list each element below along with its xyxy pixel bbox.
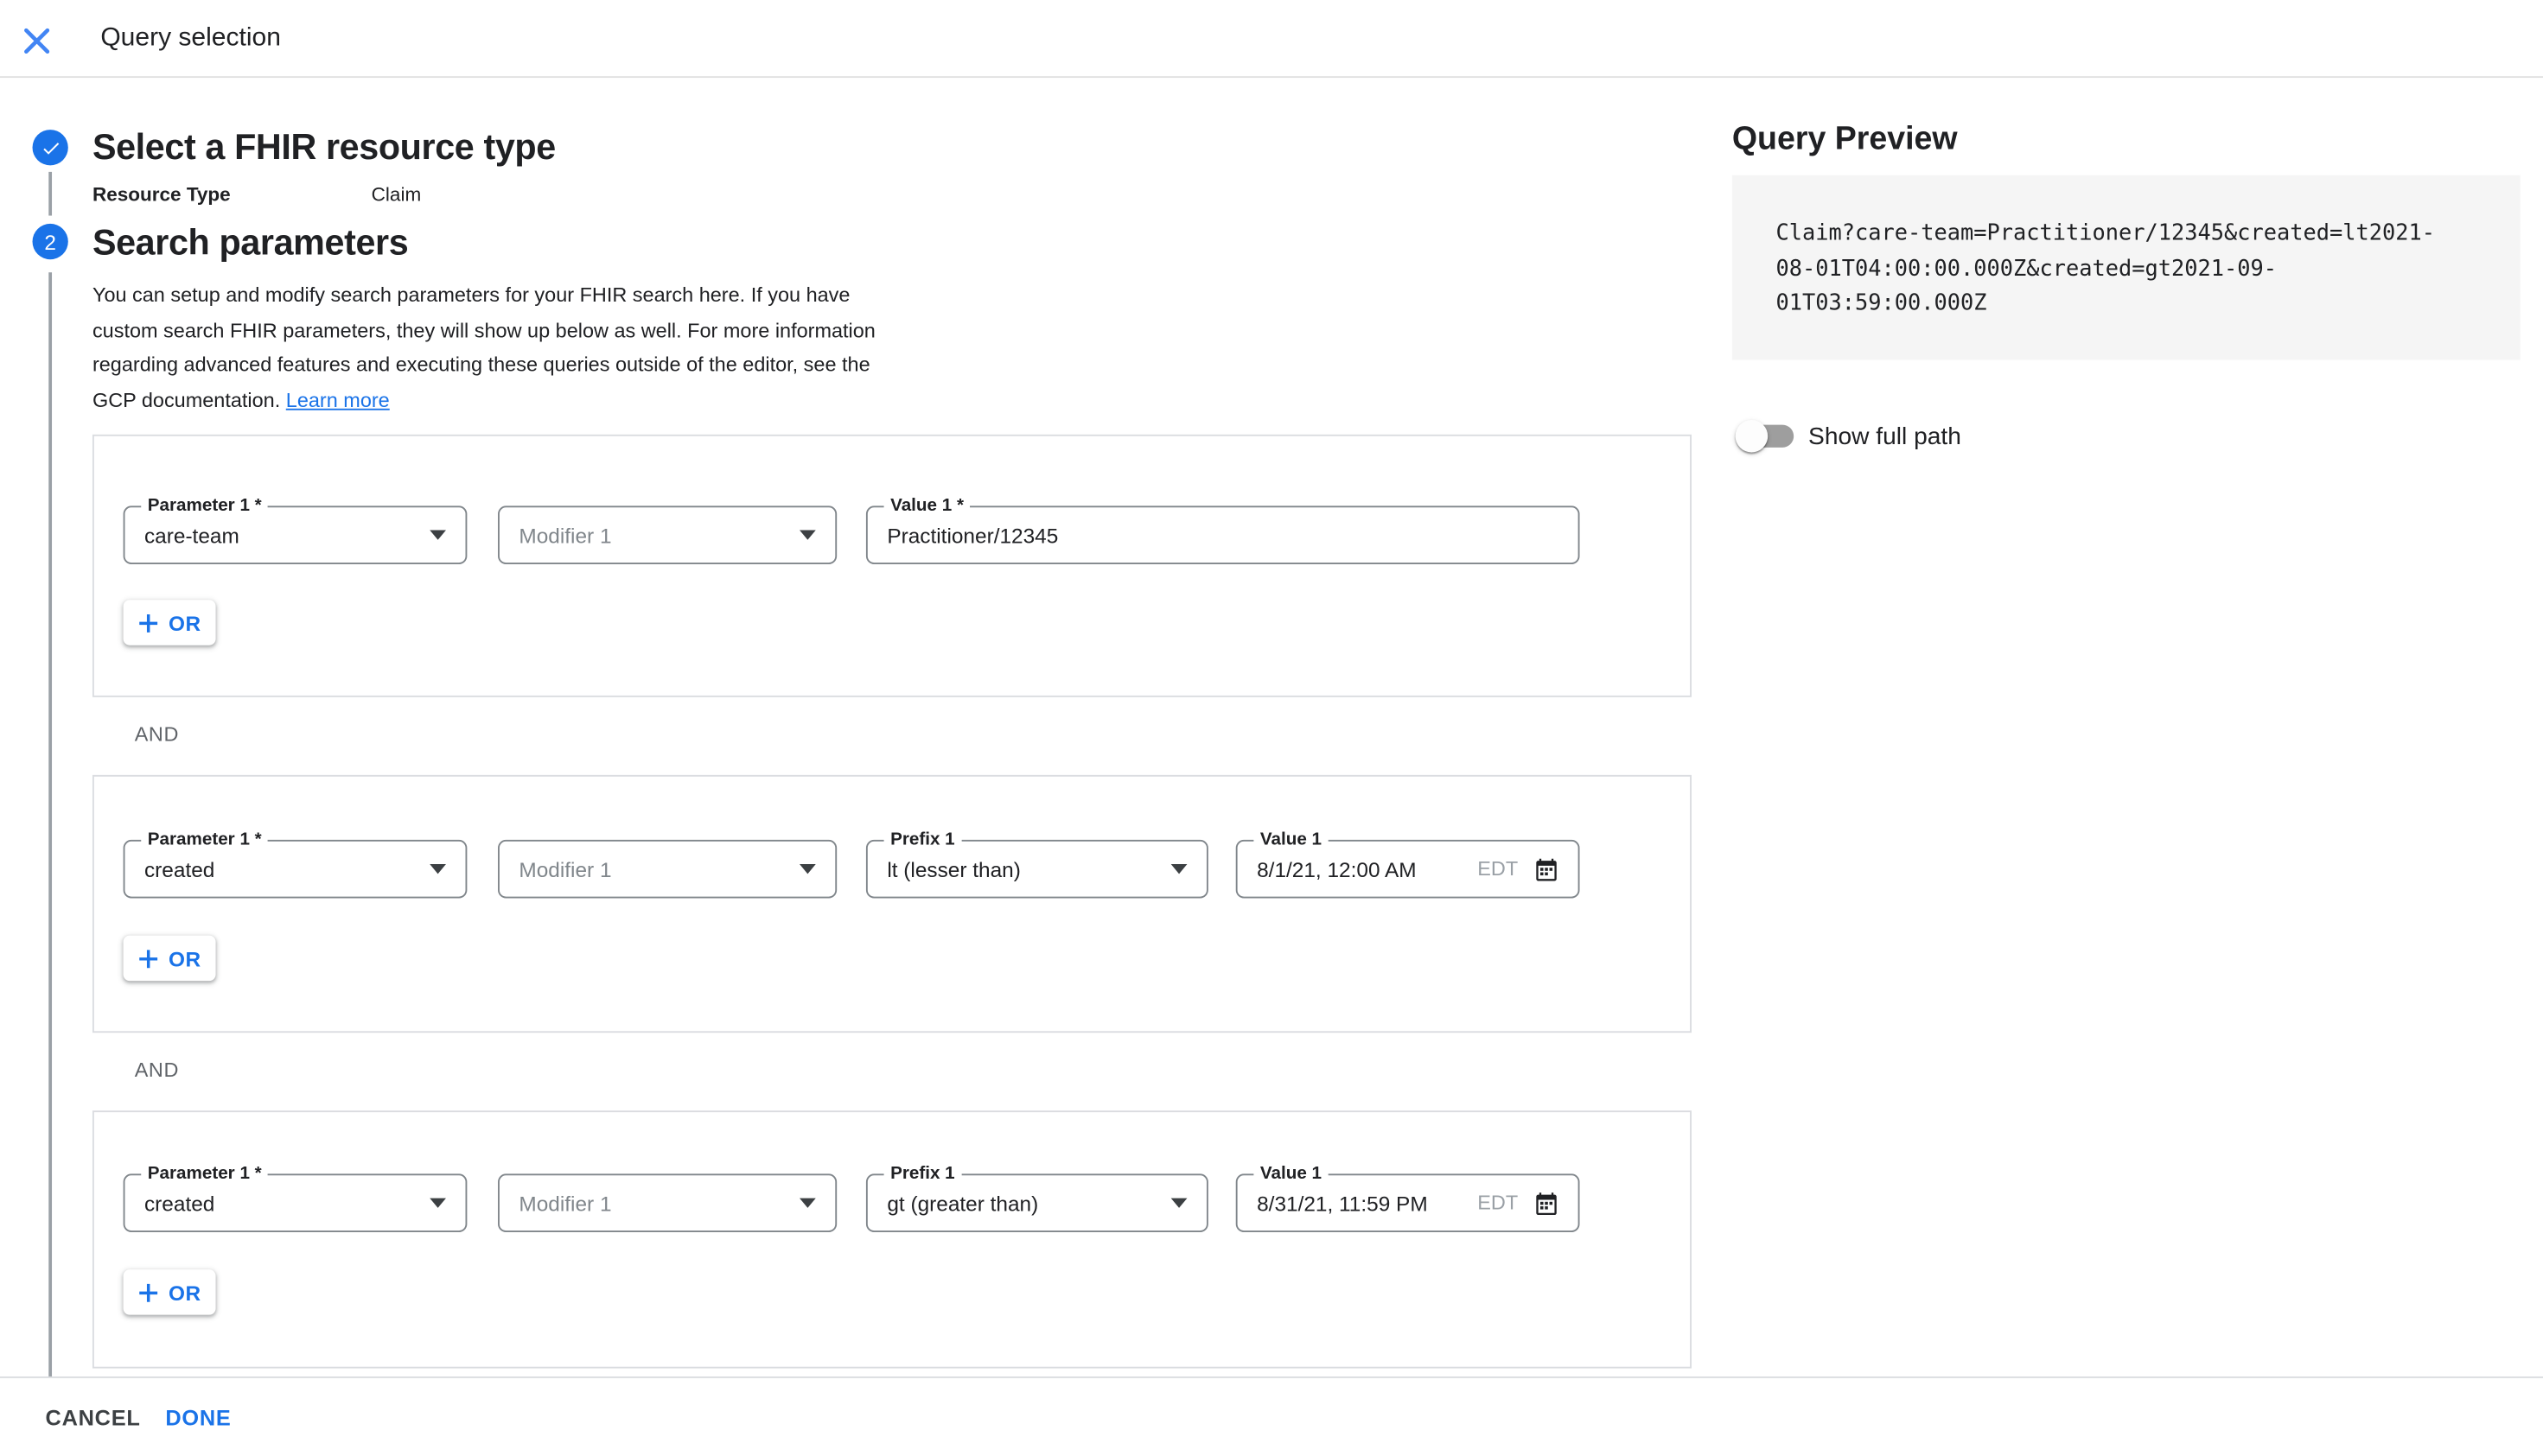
step2-badge[interactable] [33, 224, 68, 259]
step1-title[interactable]: Select a FHIR resource type [92, 126, 556, 168]
value-input-label: Value 1 * [884, 496, 971, 517]
dropdown-arrow-icon [800, 531, 816, 540]
stepper-connector [48, 172, 51, 216]
prefix-select-value: lt (lesser than) [887, 856, 1021, 881]
and-label: AND [134, 1059, 179, 1082]
calendar-button[interactable] [1534, 1191, 1558, 1215]
stepper-connector-long [48, 272, 51, 1377]
modifier-select[interactable] [498, 505, 837, 564]
parameter-select-label: Parameter 1 * [141, 496, 268, 517]
query-preview-line: 01T03:59:00.000Z [1775, 289, 1987, 316]
parameter-select-value: care-team [143, 523, 239, 548]
close-icon [21, 25, 56, 56]
parameter-select-label: Parameter 1 * [141, 1164, 268, 1185]
resource-type-label: Resource Type [92, 183, 231, 207]
prefix-select[interactable] [866, 1164, 1208, 1232]
date-value-text: 8/31/21, 11:59 PM [1257, 1191, 1428, 1216]
close-button[interactable] [21, 22, 56, 58]
description-line: regarding advanced features and executing these queries outside of the editor, see the [92, 353, 870, 377]
timezone-label: EDT [1477, 857, 1519, 881]
add-or-button[interactable]: OR [124, 1269, 216, 1315]
parameter-select[interactable] [124, 1164, 468, 1232]
step2-number: 2 [44, 229, 56, 254]
prefix-select-label: Prefix 1 [884, 1164, 962, 1185]
show-full-path-label: Show full path [1808, 423, 1961, 451]
query-preview-line: 08-01T04:00:00.000Z&created=gt2021-09- [1775, 255, 2278, 282]
dialog-header [0, 0, 2543, 78]
prefix-select-value: gt (greater than) [887, 1191, 1039, 1216]
date-value-label: Value 1 [1253, 830, 1328, 851]
plus-icon [137, 612, 158, 633]
learn-more-link[interactable]: Learn more [285, 388, 390, 411]
dropdown-arrow-icon [430, 1198, 446, 1208]
query-preview-line: Claim?care-team=Practitioner/12345&created=lt2021- [1775, 220, 2436, 247]
plus-icon [137, 1281, 158, 1302]
parameter-select-value: created [143, 856, 215, 881]
dropdown-arrow-icon [800, 864, 816, 874]
date-value-input[interactable] [1236, 830, 1580, 899]
prefix-select-label: Prefix 1 [884, 830, 962, 851]
value-input[interactable] [866, 496, 1580, 564]
modifier-select-placeholder: Modifier 1 [519, 1191, 612, 1216]
date-value-text: 8/1/21, 12:00 AM [1257, 856, 1417, 881]
modifier-select-placeholder: Modifier 1 [519, 523, 612, 548]
footer-divider [0, 1377, 2543, 1378]
dropdown-arrow-icon [430, 864, 446, 874]
calendar-icon [1534, 857, 1558, 881]
dropdown-arrow-icon [1171, 1198, 1188, 1208]
description-line: GCP documentation. Learn more [92, 388, 390, 411]
step1-badge[interactable] [33, 130, 68, 165]
modifier-select-placeholder: Modifier 1 [519, 856, 612, 881]
search-parameter-group-1 [92, 435, 1692, 697]
dropdown-arrow-icon [1171, 864, 1188, 874]
dropdown-arrow-icon [430, 531, 446, 540]
description-line: You can setup and modify search parameters for your FHIR search here. If you have [92, 283, 851, 307]
dialog-title: Query selection [100, 24, 281, 53]
calendar-button[interactable] [1534, 857, 1558, 881]
done-button[interactable]: DONE [165, 1404, 231, 1434]
step2-description [92, 279, 876, 418]
parameter-select-label: Parameter 1 * [141, 830, 268, 851]
and-label: AND [134, 722, 179, 747]
dropdown-arrow-icon [800, 1198, 816, 1208]
cancel-button[interactable]: CANCEL [46, 1404, 141, 1434]
add-or-button[interactable]: OR [124, 936, 216, 982]
resource-type-value: Claim [371, 183, 422, 207]
value-input-value: Practitioner/12345 [887, 523, 1059, 548]
parameter-select-value: created [143, 1191, 215, 1216]
plus-icon [137, 948, 158, 969]
toggle-thumb [1736, 420, 1769, 453]
calendar-icon [1534, 1191, 1558, 1215]
timezone-label: EDT [1477, 1192, 1519, 1215]
date-value-label: Value 1 [1253, 1164, 1328, 1185]
parameter-select[interactable] [124, 496, 468, 564]
check-icon [40, 137, 61, 158]
show-full-path-toggle[interactable] [1736, 420, 1794, 453]
prefix-select[interactable] [866, 830, 1208, 899]
add-or-button[interactable]: OR [124, 600, 216, 645]
date-value-input[interactable] [1236, 1164, 1580, 1232]
search-parameter-group-2 [92, 775, 1692, 1033]
parameter-select[interactable] [124, 830, 468, 899]
modifier-select[interactable] [498, 840, 837, 899]
modifier-select[interactable] [498, 1173, 837, 1232]
query-preview-box [1732, 175, 2521, 360]
description-line: custom search FHIR parameters, they will show up below as well. For more information [92, 318, 876, 341]
query-preview-title: Query Preview [1731, 121, 1958, 157]
search-parameter-group-3 [92, 1110, 1692, 1368]
step2-title[interactable]: Search parameters [92, 222, 409, 263]
